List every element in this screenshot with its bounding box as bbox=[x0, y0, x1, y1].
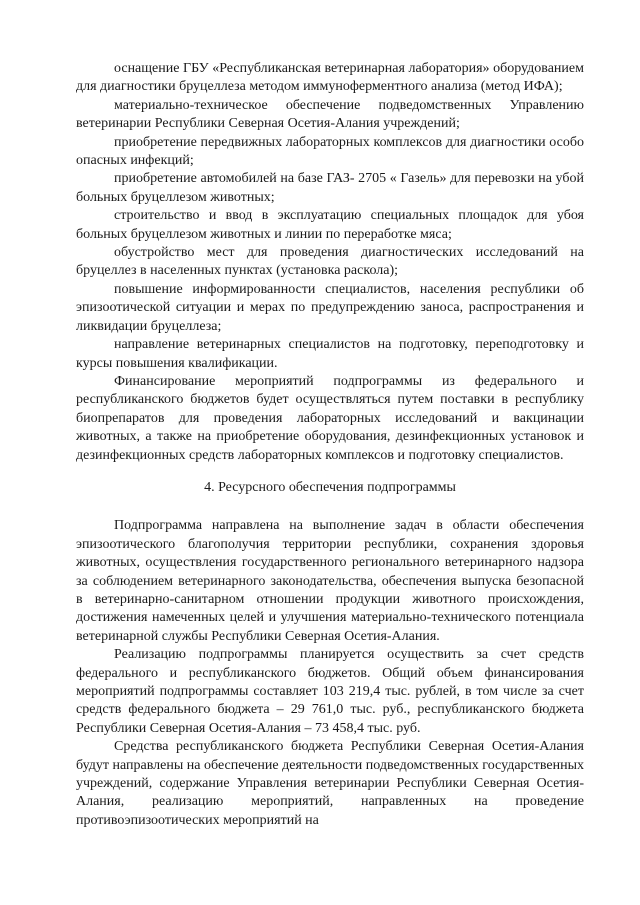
list-item-mobile-labs: приобретение передвижных лабораторных комплексов для диагностики особо опасных инфекций; bbox=[76, 134, 584, 169]
list-item-awareness: повышение информированности специалистов, населения республики об эпизоотической ситуации и мерах по предупреждению заноса, распространения и ликвидации бруцеллеза; bbox=[76, 281, 584, 334]
section-paragraph-goals: Подпрограмма направлена на выполнение задач в области обеспечения эпизоотического благополучия территории республики, сохранения здоровья животных, осуществления государственного регионального ветеринарного надзора за соблюдением ветеринарного законодательства, обеспечения выпуска безопасной в ветеринарно-санитарном отношении продукции животного происхождения, достижения намеченных целей и улучшения материально-технического потенциала ветеринарной службы Республики Северная Осетия-Алания. bbox=[76, 518, 584, 644]
document-page bbox=[76, 60, 584, 830]
section-paragraph-funding: Реализацию подпрограммы планируется осуществить за счет средств федерального и республиканского бюджетов. Общий объем финансирования мероприятий подпрограммы составляет 103 219,4 тыс. рублей, в том числе за счет средств федерального бюджета – 29 761,0 тыс. руб., республиканского бюджета Республики Северная Осетия-Алания – 73 458,4 тыс. руб. bbox=[76, 647, 584, 736]
list-item-slaughter-sites: строительство и ввод в эксплуатацию специальных площадок для убоя больных бруцеллезом животных и линии по переработке мяса; bbox=[76, 208, 584, 242]
section-paragraph-regional-budget: Средства республиканского бюджета Республики Северная Осетия-Алания будут направлены на обеспечение деятельности подведомственных государственных учреждений, содержание Управления ветеринарии Республики Северная Осетия-Алания, реализацию мероприятий, направленных на проведение противоэпизоотических мероприятий на bbox=[76, 739, 584, 828]
financing-paragraph: Финансирование мероприятий подпрограммы из федерального и республиканского бюджетов будет осуществляться путем поставки в республику биопрепаратов для проведения лабораторных исследований и вакцинации животных, а также на приобретение оборудования, дезинфекционных установок и дезинфекционных средств лабораторных комплексов и подготовку специалистов. bbox=[76, 373, 584, 463]
section-heading: 4. Ресурсного обеспечения подпрограммы bbox=[204, 479, 456, 495]
list-item-vehicles: приобретение автомобилей на базе ГАЗ- 2705 « Газель» для перевозки на убой больных бруцеллезом животных; bbox=[76, 171, 584, 205]
list-item-training: направление ветеринарных специалистов на подготовку, переподготовку и курсы повышения квалификации. bbox=[76, 337, 584, 371]
list-item-equipment-ifa: оснащение ГБУ «Республиканская ветеринарная лаборатория» оборудованием для диагностики бруцеллеза методом иммуноферментного анализа (метод ИФА); bbox=[76, 61, 584, 95]
list-item-material-support: материально-техническое обеспечение подведомственных Управлению ветеринарии Республики Северная Осетия-Алания учреждений; bbox=[76, 97, 584, 132]
list-item-diagnostic-sites: обустройство мест для проведения диагностических исследований на бруцеллез в населенных пунктах (установка раскола); bbox=[76, 245, 584, 279]
